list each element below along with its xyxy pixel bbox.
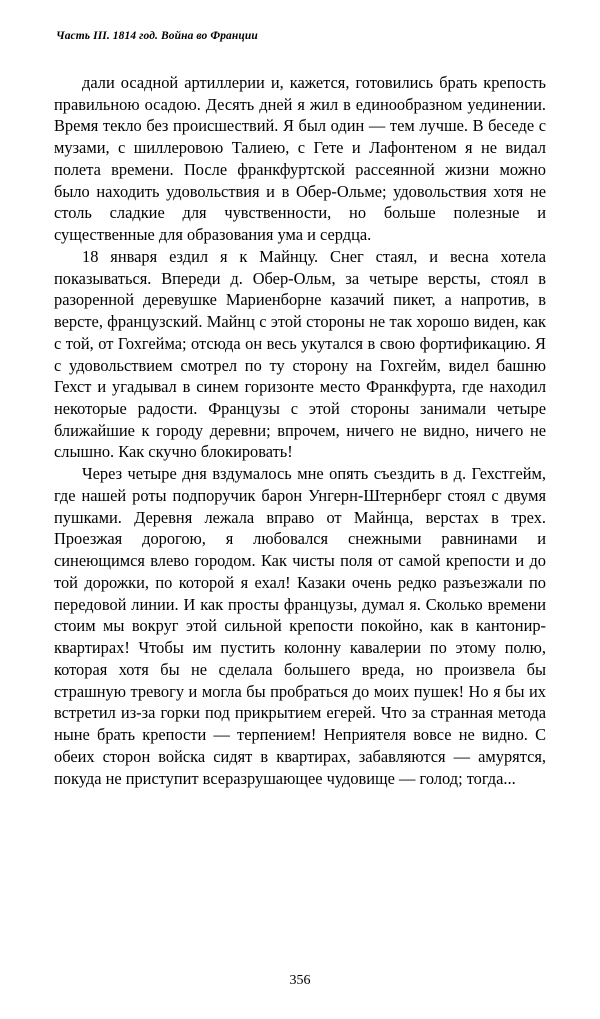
running-head: Часть III. 1814 год. Война во Франции xyxy=(56,30,258,42)
paragraph: дали осадной артиллерии и, кажется, готовились брать крепость правильною осадою. Десять дней я жил в единообразном уединении. Время текло без происшествий. Я был один — тем лучше. В беседе с музами, с шиллеровою Талиею, с Гете и Лафонтеном я не видал полета времени. После франкфуртской рассеянной жизни можно было находить удовольствия и в Обер-Ольме; удовольствия хотя не столь сладкие для чувственности, но больше полезные и существенные для образования ума и сердца. xyxy=(54,73,546,245)
paragraph: Через четыре дня вздумалось мне опять съездить в д. Гехстгейм, где нашей роты подпоручик барон Унгерн-Штернберг стоял с двумя пушками. Деревня лежала вправо от Майнца, верстах в трех. Проезжая дорогою, я любовался снежными равнинами и синеющимся влево городом. Как чисты поля от самой крепости и до той дорожки, по которой я ехал! Казаки очень редко разъезжали по передовой линии. И как просты французы, думал я. Сколько времени стоим мы вокруг этой сильной крепости покойно, как в кантонир-квартирах! Чтобы им пустить колонну кавалерии по этому полю, которая хотя бы не сделала большего вреда, но произвела бы страшную тревогу и могла бы пробраться до моих пушек! Но я бы их встретил из-за горки под прикрытием егерей. Что за странная метода ныне брать крепости — терпением! Неприятеля вовсе не видно. С обеих сторон войска сидят в квартирах, забавляются — амурятся, покуда не приступит всеразрушающее чудовище — голод; тогда... xyxy=(54,464,546,788)
body-text xyxy=(54,72,546,789)
page-number: 356 xyxy=(289,973,311,988)
paragraph: 18 января ездил я к Майнцу. Снег стаял, и весна хотела показываться. Впереди д. Обер-Ольм, за четыре версты, стоял в разоренной деревушке Мариенборне казачий пикет, а напротив, в версте, французский. Майнц с этой стороны не так хорошо виден, как с той, от Гохгейма; отсюда он весь укутался в свою фортификацию. Я с удовольствием смотрел по ту сторону на Гохгейм, видел башню Гехст и угадывал в синем горизонте место Франкфурта, где находил некоторые радости. Французы с этой стороны занимали четыре ближайшие к городу деревни; впрочем, ничего не видно, ничего не слышно. Как скучно блокировать! xyxy=(54,246,546,462)
